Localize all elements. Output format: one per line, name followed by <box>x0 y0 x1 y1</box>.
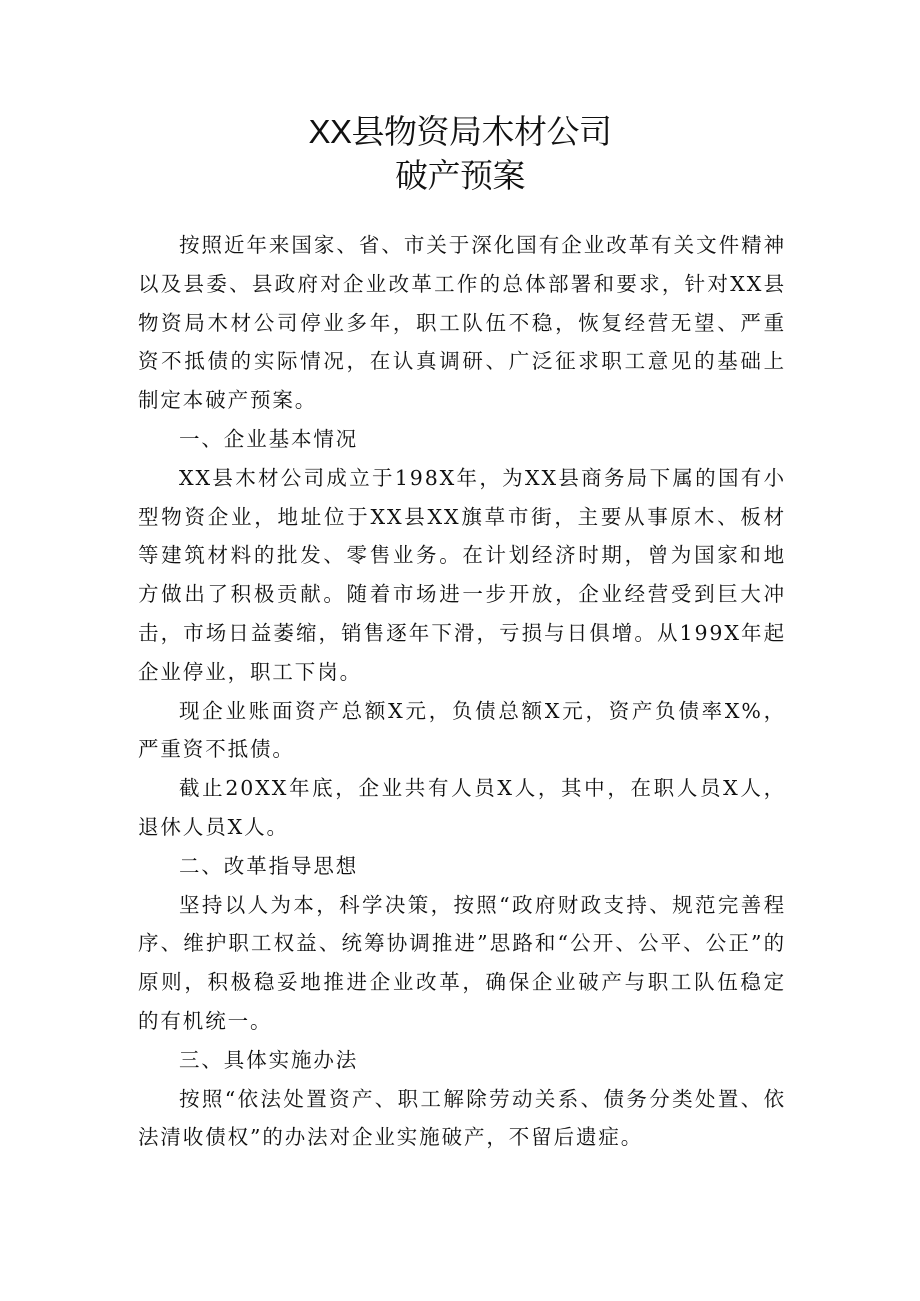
title-line-1: XX县物资局木材公司 <box>308 113 612 150</box>
company-background-paragraph: XX县木材公司成立于198X年，为XX县商务局下属的国有小型物资企业，地址位于XX县XX旗草市街，主要从事原木、板材等建筑材料的批发、零售业务。在计划经济时期，曾为国家和地方做出了积极贡献。随着市场进一步开放，企业经营受到巨大冲击，市场日益萎缩，销售逐年下滑，亏损与日俱增。从199X年起企业停业，职工下岗。 <box>138 465 786 684</box>
assets-paragraph: 现企业账面资产总额X元，负债总额X元，资产负债率X%，严重资不抵债。 <box>138 698 786 762</box>
staff-paragraph: 截止20XX年底，企业共有人员X人，其中，在职人员X人，退休人员X人。 <box>138 776 786 839</box>
implementation-paragraph: 按照“依法处置资产、职工解除劳动关系、债务分类处置、依法清收债权”的办法对企业实施破产，不留后遗症。 <box>138 1086 786 1150</box>
document-body <box>138 226 786 1157</box>
section-heading-guiding-principles: 二、改革指导思想 <box>179 853 359 878</box>
section-heading-basic-info: 一、企业基本情况 <box>179 426 359 451</box>
document-title <box>0 110 920 198</box>
guiding-principles-paragraph: 坚持以人为本，科学决策，按照“政府财政支持、规范完善程序、维护职工权益、统筹协调推进”思路和“公开、公平、公正”的原则，积极稳妥地推进企业改革，确保企业破产与职工队伍稳定的有机统一。 <box>138 892 786 1033</box>
intro-paragraph: 按照近年来国家、省、市关于深化国有企业改革有关文件精神以及县委、县政府对企业改革工作的总体部署和要求，针对XX县物资局木材公司停业多年，职工队伍不稳，恢复经营无望、严重资不抵债的实际情况，在认真调研、广泛征求职工意见的基础上制定本破产预案。 <box>138 233 786 413</box>
title-line-2: 破产预案 <box>395 157 525 194</box>
section-heading-implementation: 三、具体实施办法 <box>179 1047 359 1072</box>
